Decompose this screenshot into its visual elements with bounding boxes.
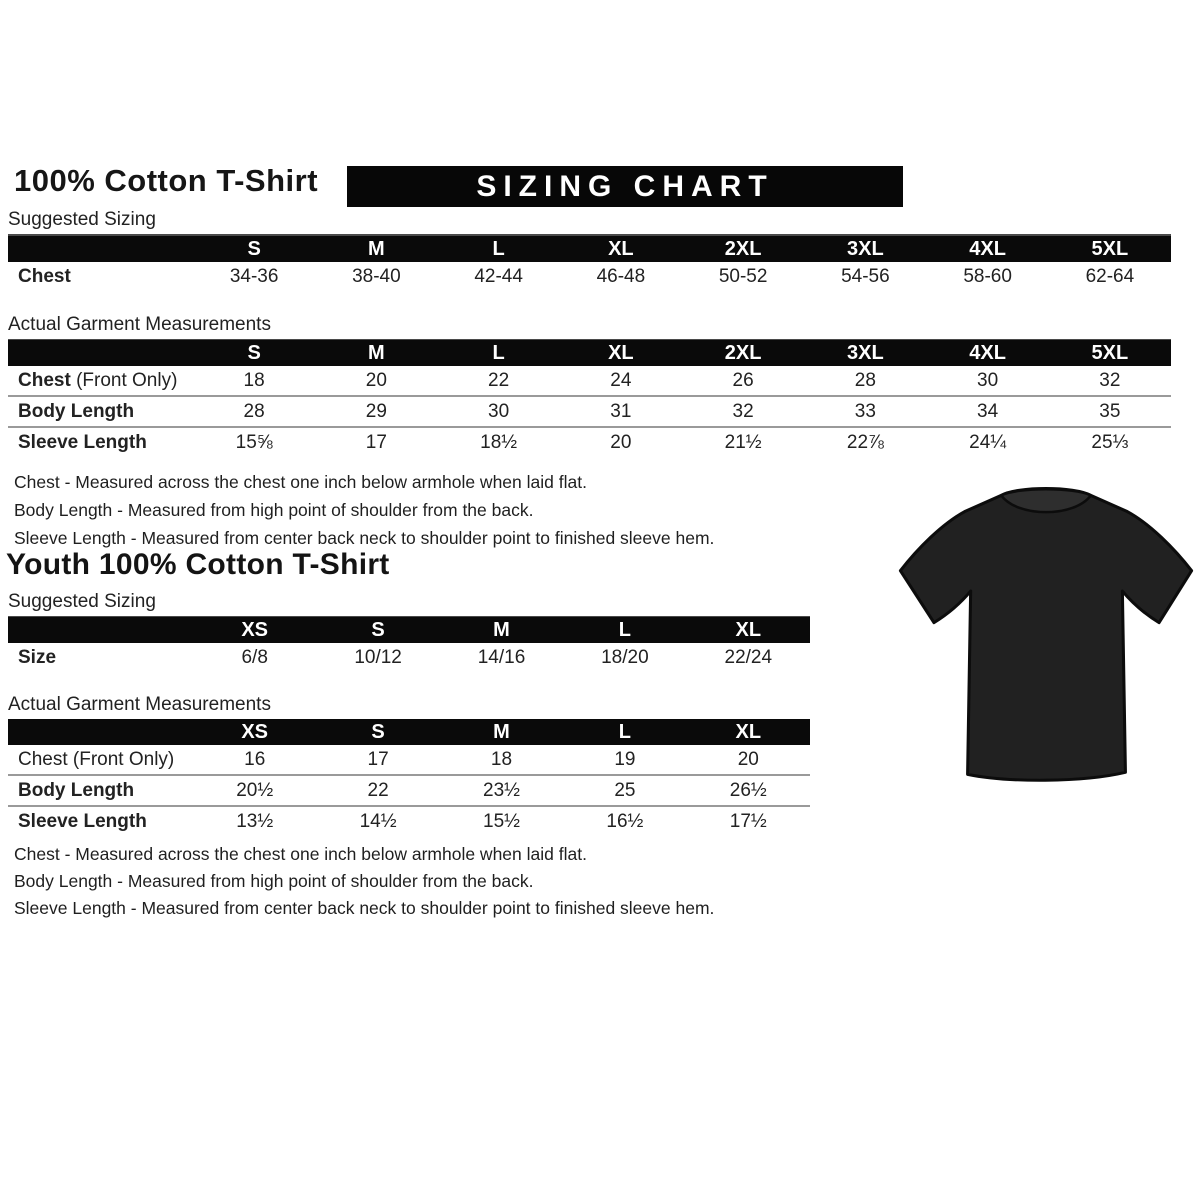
size-column-header: XL [608,341,634,364]
size-column-header: 5XL [1091,341,1129,364]
measurement-cell: 38-40 [352,265,401,287]
measurement-cell: 24¼ [969,431,1007,453]
tshirt-image [893,475,1199,811]
youth-actual-measurements-heading: Actual Garment Measurements [8,694,810,721]
measurement-cell: 15⅝ [235,431,273,453]
size-column-header: XS [241,720,269,743]
note-body-length: Body Length - Measured from high point of shoulder from the back. [14,871,534,891]
size-column-header: S [371,720,385,743]
note-chest: Chest - Measured across the chest one inch below armhole when laid flat. [14,472,587,492]
measurement-cell: 18½ [480,431,518,453]
size-column-header: S [371,618,385,641]
measurement-cell: 42-44 [474,265,523,287]
row-label: Chest [18,265,71,287]
measurement-cell: 22/24 [724,646,773,668]
measurement-cell: 25⅓ [1091,431,1129,453]
row-label: Body Length [18,779,135,801]
measurement-cell: 20 [737,748,759,770]
measurement-cell: 22⅞ [846,431,884,453]
youth-measurement-notes [14,841,714,922]
size-column-header: 3XL [847,341,884,364]
measurement-cell: 14/16 [477,646,526,668]
measurement-cell: 46-48 [596,265,646,287]
youth-suggested-sizing-table [8,617,810,672]
youth-section-title: Youth 100% Cotton T-Shirt [6,548,390,581]
measurement-cell: 18 [243,369,265,391]
table-row [8,262,1171,291]
row-label: Size [18,646,57,668]
measurement-cell: 17 [367,748,389,770]
youth-actual-measurements-table [8,719,810,836]
adult-measurement-notes [14,468,714,552]
measurement-cell: 32 [732,400,754,422]
measurement-cell: 13½ [236,810,274,832]
youth-suggested-sizing-heading: Suggested Sizing [8,591,810,618]
page-title: 100% Cotton T-Shirt [14,163,319,198]
measurement-cell: 28 [243,400,265,422]
table-row [8,366,1171,397]
table-header-row [8,719,810,745]
row-label: Sleeve Length [18,810,147,832]
note-body-length: Body Length - Measured from high point of shoulder from the back. [14,500,534,520]
measurement-cell: 16 [244,748,266,770]
size-column-header: 4XL [969,341,1006,364]
size-column-header: L [492,341,505,364]
size-column-header: 2XL [724,341,762,364]
measurement-cell: 50-52 [718,265,768,287]
size-column-header: S [247,341,261,364]
size-column-header: 2XL [724,237,762,260]
adult-actual-measurements-table [8,340,1171,457]
size-column-header: XL [608,237,634,260]
measurement-cell: 17 [365,431,387,453]
size-column-header: XL [735,720,762,743]
size-column-header: M [368,341,385,364]
measurement-cell: 33 [854,400,876,422]
sizing-chart-banner: SIZING CHART [347,166,903,207]
table-header-row [8,236,1171,262]
measurement-cell: 15½ [483,810,520,832]
row-label: Sleeve Length [18,431,147,453]
row-label: Chest (Front Only) [18,369,178,391]
size-column-header: XL [735,618,762,641]
measurement-cell: 24 [610,369,632,391]
size-column-header: L [618,618,631,641]
measurement-cell: 22 [367,779,389,801]
tshirt-body [900,488,1191,780]
adult-suggested-sizing-table [8,236,1171,291]
measurement-cell: 18 [490,748,513,770]
measurement-cell: 14½ [359,810,397,832]
measurement-cell: 62-64 [1085,265,1135,287]
measurement-cell: 19 [614,748,636,770]
measurement-cell: 34-36 [229,265,279,287]
table-row [8,428,1171,457]
size-column-header: 4XL [969,237,1006,260]
size-column-header: 5XL [1091,237,1129,260]
size-column-header: XS [241,618,269,641]
measurement-cell: 22 [488,369,510,391]
measurement-cell: 31 [610,400,632,422]
measurement-cell: 30 [488,400,510,422]
size-column-header: L [492,237,505,260]
measurement-cell: 58-60 [963,265,1012,287]
size-column-header: L [618,720,631,743]
table-row [8,776,810,807]
size-column-header: M [493,720,510,743]
table-row [8,643,810,672]
measurement-cell: 20 [610,431,632,453]
adult-suggested-sizing-heading: Suggested Sizing [8,209,1171,236]
measurement-cell: 20½ [236,779,274,801]
measurement-cell: 26½ [729,779,767,801]
measurement-cell: 34 [977,400,999,422]
measurement-cell: 18/20 [601,646,649,668]
measurement-cell: 6/8 [241,646,268,668]
measurement-cell: 23½ [483,779,520,801]
measurement-cell: 26 [732,369,754,391]
measurement-cell: 10/12 [354,646,402,668]
measurement-cell: 29 [365,400,387,422]
table-row [8,397,1171,428]
note-sleeve-length: Sleeve Length - Measured from center back neck to shoulder point to finished sleeve hem. [14,898,715,918]
measurement-cell: 35 [1099,400,1121,422]
measurement-cell: 54-56 [841,265,890,287]
measurement-cell: 30 [977,369,999,391]
table-row [8,807,810,836]
table-row [8,745,810,776]
measurement-cell: 20 [365,369,387,391]
row-label: Chest (Front Only) [18,748,175,770]
size-column-header: M [493,618,510,641]
note-chest: Chest - Measured across the chest one inch below armhole when laid flat. [14,844,587,864]
measurement-cell: 16½ [606,810,644,832]
measurement-cell: 28 [854,369,876,391]
measurement-cell: 32 [1099,369,1121,391]
note-sleeve-length: Sleeve Length - Measured from center back neck to shoulder point to finished sleeve hem. [14,528,715,548]
measurement-cell: 21½ [724,431,762,453]
adult-actual-measurements-heading: Actual Garment Measurements [8,314,1171,341]
table-header-row [8,617,810,643]
size-column-header: M [368,237,385,260]
measurement-cell: 25 [614,779,636,801]
measurement-cell: 17½ [729,810,767,832]
size-column-header: S [247,237,261,260]
table-header-row [8,340,1171,366]
row-label: Body Length [18,400,135,422]
size-column-header: 3XL [847,237,884,260]
